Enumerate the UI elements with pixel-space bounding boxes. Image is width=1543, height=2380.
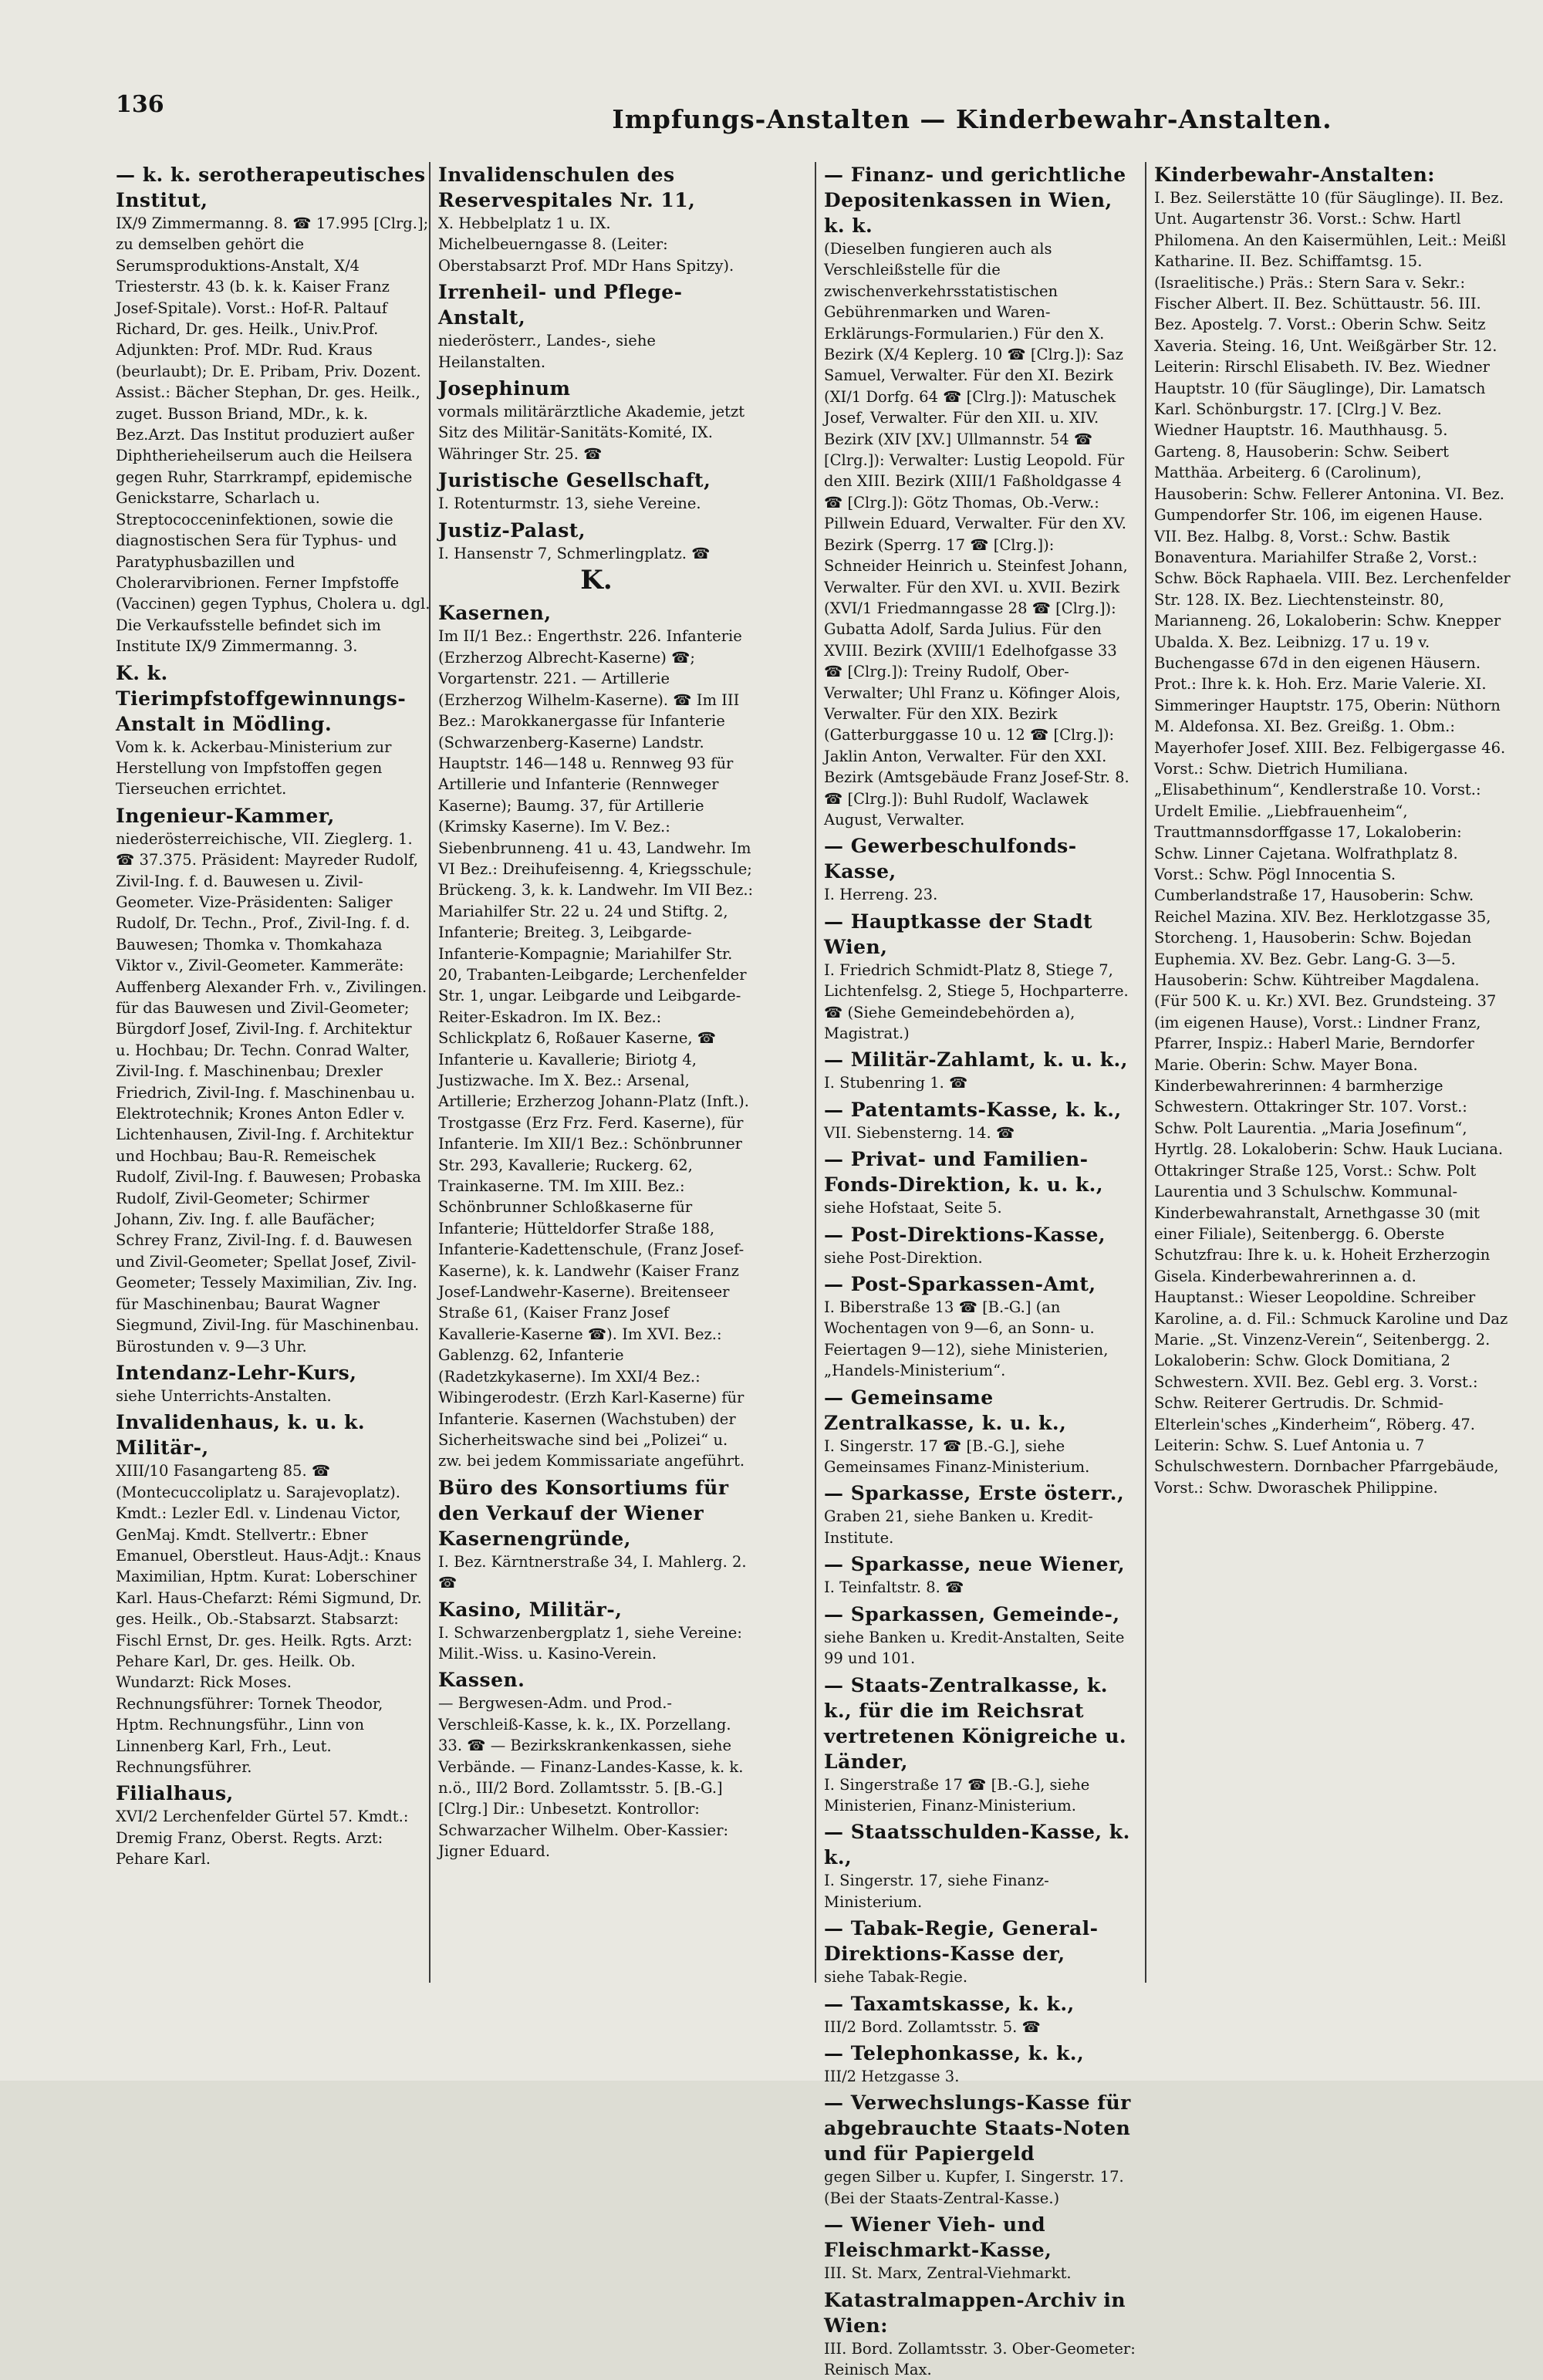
entry-heading: — Hauptkasse der Stadt Wien, — [824, 910, 1093, 958]
directory-entry — [116, 660, 430, 800]
entry-text: siehe Post-Direktion. — [824, 1248, 983, 1267]
section-letter: K. — [580, 565, 613, 596]
entry-text: X. Hebbelplatz 1 u. IX. Michelbeuerngasse 8. (Leiter: Oberstabsarzt Prof. MDr Hans Spitzy). — [438, 214, 734, 275]
directory-entry — [824, 1146, 1136, 1218]
entry-text: I. Rotenturmstr. 13, siehe Vereine. — [438, 495, 701, 513]
running-head: Impfungs-Anstalten — Kinderbewahr-Anstalten. — [612, 104, 1332, 134]
entry-text: IX/9 Zimmermanng. 8. ☎ 17.995 [Clrg.]; zu demselben gehört die Serumsproduktions-Anstalt, X/4 Triesterstr. 43 (b. k. k. Kaiser Franz Josef-Spitale). Vorst.: Hof-R. Paltauf Richard, Dr. ges. Heilk., Univ.Prof. Adjunkten: Prof. MDr. Rud. Kraus (beurlaubt); Dr. E. Pribam, Priv. Dozent. Assist.: Bächer Stephan, Dr. ges. Heilk., zuget. Busson Briand, MDr., k. k. Bez.Arzt. Das Institut produziert außer Diphtherieheilserum auch die Heilsera gegen Ruhr, Starrkrampf, epidemische Genickstarre, Scharlach u. Streptococceninfektionen, sowie die diagnostischen Sera für Typhus- und Paratyphusbazillen und Cholerarvibrionen. Ferner Impfstoffe (Vaccinen) gegen Typhus, Cholera u. dgl. Die Verkaufsstelle befindet sich im Institute IX/9 Zimmermanng. 3. — [116, 214, 430, 656]
entry-text: I. Teinfaltstr. 8. ☎ — [824, 1578, 964, 1597]
entry-text: I. Herreng. 23. — [824, 886, 938, 904]
entry-text: I. Singerstr. 17, siehe Finanz-Ministerium. — [824, 1872, 1049, 1911]
directory-entry — [824, 1480, 1136, 1548]
directory-entry — [438, 1475, 755, 1594]
entry-heading: Kassen. — [438, 1669, 525, 1692]
entry-heading: — Gemeinsame Zentralkasse, k. u. k., — [824, 1386, 1067, 1434]
entry-heading: Invalidenschulen des Reservespitales Nr. 11, — [438, 164, 696, 211]
column-3 — [824, 162, 1136, 2378]
directory-entry — [116, 162, 430, 657]
entry-heading: — Post-Sparkassen-Amt, — [824, 1273, 1096, 1296]
entry-text: siehe Hofstaat, Seite 5. — [824, 1199, 1002, 1217]
entry-heading: — Post-Direktions-Kasse, — [824, 1223, 1106, 1246]
directory-entry — [824, 2041, 1136, 2087]
directory-entry — [438, 518, 755, 564]
directory-entry — [824, 1916, 1136, 1987]
entry-heading: — Verwechslungs-Kasse für abgebrauchte Staats-Noten und für Papiergeld — [824, 2091, 1131, 2166]
entry-heading: — Finanz- und gerichtliche Depositenkassen in Wien, k. k. — [824, 164, 1126, 237]
directory-entry — [438, 600, 755, 1471]
entry-heading: Irrenheil- und Pflege-Anstalt, — [438, 281, 683, 329]
entry-text: niederösterreichische, VII. Zieglerg. 1. ☎ 37.375. Präsident: Mayreder Rudolf, Zivil-Ing. f. d. Bauwesen u. Zivil-Geometer. Vize-Präsidenten: Saliger Rudolf, Dr. Techn., Prof., Zivil-Ing. f. d. Bauwesen; Thomka v. Thomkahaza Viktor v., Zivil-Geometer. Kammeräte: Auffenberg Alexander Frh. v., Zivilingen. für das Bauwesen und Zivil-Geometer; Bürgdorf Josef, Zivil-Ing. f. Architektur u. Hochbau; Dr. Techn. Conrad Walter, Zivil-Ing. f. Maschinenbau; Drexler Friedrich, Zivil-Ing. f. Maschinenbau u. Elektrotechnik; Krones Anton Edler v. Lichtenhausen, Zivil-Ing. f. Architektur und Hochbau; Bau-R. Remeischek Rudolf, Zivil-Ing. f. Bauwesen; Probaska Rudolf, Zivil-Geometer; Schirmer Johann, Ziv. Ing. f. alle Baufächer; Schrey Franz, Zivil-Ing. f. d. Bauwesen und Zivil-Geometer; Spellat Josef, Zivil-Geometer; Tessely Maximilian, Ziv. Ing. für Maschinenbau; Baurat Wagner Siegmund, Zivil-Ing. für Maschinenbau. Bürostunden v. 9—3 Uhr. — [116, 829, 427, 1355]
entry-text: XIII/10 Fasangarteng 85. ☎ (Montecuccoliplatz u. Sarajevoplatz). Kmdt.: Lezler Edl. v. Lindenau Victor, GenMaj. Kmdt. Stellvertr.: Ebner Emanuel, Oberstleut. Haus-Adjt.: Knaus Maximilian, Hptm. Kurat: Loberschiner Karl. Haus-Chefarzt: Rémi Sigmund, Dr. ges. Heilk., Ob.-Stabsarzt. Stabsarzt: Fischl Ernst, Dr. ges. Heilk. Rgts. Arzt: Pehare Karl, Dr. ges. Heilk. Ob. Wundarzt: Rick Moses. Rechnungsführer: Tornek Theodor, Hptm. Rechnungsführ., Linn von Linnenberg Karl, Frh., Leut. Rechnungsführer. — [116, 1462, 422, 1776]
column-rule — [1145, 162, 1146, 1983]
entry-heading: Ingenieur-Kammer, — [116, 804, 335, 827]
entry-text: Vom k. k. Ackerbau-Ministerium zur Herstellung von Impfstoffen gegen Tierseuchen errichtet. — [116, 738, 392, 798]
entry-heading: — Gewerbeschulfonds-Kasse, — [824, 835, 1077, 883]
entry-text: siehe Banken u. Kredit-Anstalten, Seite 99 und 101. — [824, 1628, 1125, 1668]
directory-entry — [438, 1667, 755, 1862]
directory-entry — [116, 1781, 430, 1869]
entry-text: I. Biberstraße 13 ☎ [B.-G.] (an Wochentagen von 9—6, an Sonn- u. Feiertagen 9—12), siehe Ministerien, „Handels-Ministerium“. — [824, 1298, 1109, 1380]
directory-entry — [824, 1047, 1136, 1093]
entry-heading: — k. k. serotherapeutisches Institut, — [116, 164, 426, 211]
entry-text: niederösterr., Landes-, siehe Heilanstalten. — [438, 332, 656, 371]
entry-text: III. St. Marx, Zentral-Viehmarkt. — [824, 2264, 1072, 2283]
entry-heading: K. k. Tierimpfstoffgewinnungs-Anstalt in Mödling. — [116, 661, 407, 735]
entry-heading: Kasernen, — [438, 602, 552, 625]
entry-text: VII. Siebensterng. 14. ☎ — [824, 1123, 1015, 1142]
entry-heading: — Wiener Vieh- und Fleischmarkt-Kasse, — [824, 2213, 1052, 2262]
entry-text: Im II/1 Bez.: Engerthstr. 226. Infanterie (Erzherzog Albrecht-Kaserne) ☎; Vorgartenstr. 221. — Artillerie (Erzherzog Wilhelm-Kaserne). ☎ Im III Bez.: Marokkanergasse für Infanterie (Schwarzenberg-Kaserne) Landstr. Hauptstr. 146—148 u. Rennweg 93 für Artillerie und Infanterie (Rennweger Kaserne); Baumg. 37, für Artillerie (Krimsky Kaserne). Im V. Bez.: Siebenbrunneng. 41 u. 43, Landwehr. Im VI Bez.: Dreihufeisenng. 4, Kriegsschule; Brückeng. 3, k. k. Landwehr. Im VII Bez.: Mariahilfer Str. 22 u. 24 und Stiftg. 2, Infanterie; Breiteg. 3, Leibgarde-Infanterie-Kompagnie; Mariahilfer Str. 20, Trabanten-Leibgarde; Lerchenfelder Str. 1, ungar. Leibgarde und Leibgarde-Reiter-Eskadron. Im IX. Bez.: Schlickplatz 6, Roßauer Kaserne, ☎ Infanterie u. Kavallerie; Biriotg 4, Justizwache. Im X. Bez.: Arsenal, Artillerie; Erzherzog Johann-Platz (Inft.). Trostgasse (Erz Frz. Ferd. Kaserne), für Infanterie. Im XII/1 Bez.: Schönbrunner Str. 293, Kavallerie; Ruckerg. 62, Trainkaserne. TM. Im XIII. Bez.: Schönbrunner Schloßkaserne für Infanterie; Hütteldorfer Straße 188, Infanterie-Kadettenschule, (Franz Josef-Kaserne), k. k. Landwehr (Kaiser Franz Josef-Landwehr-Kaserne). Breitenseer Straße 61, (Kaiser Franz Josef Kavallerie-Kaserne ☎). Im XVI. Bez.: Gablenzg. 62, Infanterie (Radetzkykaserne). Im XXI/4 Bez.: Wibingerodestr. (Erzh Karl-Kaserne) für Infanterie. Kasernen (Wachstuben) der Sicherheitswache sind bei „Polizei“ u. zw. bei jedem Kommissariate angeführt. — [438, 627, 754, 1470]
directory-entry — [824, 2212, 1136, 2284]
directory-entry — [438, 279, 755, 373]
directory-entry — [824, 1602, 1136, 1669]
directory-entry — [824, 2090, 1136, 2209]
entry-text: I. Schwarzenbergplatz 1, siehe Vereine: Milit.-Wiss. u. Kasino-Verein. — [438, 1623, 742, 1663]
directory-entry — [116, 803, 430, 1357]
entry-heading: Kinderbewahr-Anstalten: — [1154, 164, 1436, 186]
entry-heading: Josephinum — [438, 377, 571, 400]
entry-text: I. Friedrich Schmidt-Platz 8, Stiege 7, Lichtenfelsg. 2, Stiege 5, Hochparterre. ☎ (Siehe Gemeindebehörden a), Magistrat.) — [824, 960, 1129, 1042]
entry-heading: — Sparkasse, neue Wiener, — [824, 1553, 1126, 1576]
entry-text: Graben 21, siehe Banken u. Kredit-Institute. — [824, 1507, 1093, 1547]
directory-entry — [824, 162, 1136, 830]
column-2 — [438, 162, 755, 2029]
entry-heading: Intendanz-Lehr-Kurs, — [116, 1361, 357, 1384]
entry-heading: — Sparkassen, Gemeinde-, — [824, 1602, 1120, 1625]
entry-heading: — Sparkasse, Erste österr., — [824, 1482, 1125, 1505]
entry-heading: Filialhaus, — [116, 1782, 234, 1805]
entry-text: gegen Silber u. Kupfer, I. Singerstr. 17. (Bei der Staats-Zentral-Kasse.) — [824, 2168, 1124, 2207]
entry-heading: — Telephonkasse, k. k., — [824, 2041, 1085, 2064]
directory-entry — [824, 1551, 1136, 1598]
directory-entry — [824, 1991, 1136, 2037]
directory-entry — [438, 1597, 755, 1665]
directory-entry — [116, 1360, 430, 1406]
directory-entry — [438, 468, 755, 514]
entry-text: I. Stubenring 1. ☎ — [824, 1074, 968, 1092]
entry-heading: Kasino, Militär-, — [438, 1598, 623, 1621]
entry-text: III. Bord. Zollamtsstr. 3. Ober-Geometer: Reinisch Max. — [824, 2339, 1136, 2378]
entry-text: III/2 Hetzgasse 3. — [824, 2067, 960, 2085]
entry-text: (Dieselben fungieren auch als Verschleißstelle für die zwischenverkehrsstatistischen Gebührenmarken und Waren-Erklärungs-Formularien.) Für den X. Bezirk (X/4 Keplerg. 10 ☎ [Clrg.]): Saz Samuel, Verwalter. Für den XI. Bezirk (XI/1 Dorfg. 64 ☎ [Clrg.]): Matuschek Josef, Verwalter. Für den XII. u. XIV. Bezirk (XIV [XV.] Ullmannstr. 54 ☎ [Clrg.]): Verwalter: Lustig Leopold. Für den XIII. Bezirk (XIII/1 Faßholdgasse 4 ☎ [Clrg.]): Götz Thomas, Ob.-Verw.: Pillwein Eduard, Verwalter. Für den XV. Bezirk (Sperrg. 17 ☎ [Clrg.]): Schneider Heinrich u. Steinfest Johann, Verwalter. Für den XVI. u. XVII. Bezirk (XVI/1 Friedmanngasse 28 ☎ [Clrg.]): Gubatta Adolf, Sarda Julius. Für den XVIII. Bezirk (XVIII/1 Edelhofgasse 33 ☎ [Clrg.]): Treiny Rudolf, Ober-Verwalter; Uhl Franz u. Köfinger Alois, Verwalter. Für den XIX. Bezirk (Gatterburggasse 10 u. 12 ☎ [Clrg.]): Jaklin Anton, Verwalter. Für den XXI. Bezirk (Amtsgebäude Franz Josef-Str. 8. ☎ [Clrg.]): Buhl Rudolf, Waclawek August, Verwalter. — [824, 240, 1129, 829]
page-number: 136 — [116, 91, 164, 118]
column-4 — [1154, 162, 1511, 2029]
column-1 — [116, 162, 430, 2029]
directory-entry — [824, 2287, 1136, 2380]
directory-entry — [824, 1673, 1136, 1817]
entry-heading: Invalidenhaus, k. u. k. Militär-, — [116, 1411, 366, 1460]
directory-entry — [438, 162, 755, 276]
entry-heading: Juristische Gesellschaft, — [438, 469, 711, 492]
directory-entry — [824, 1271, 1136, 1382]
entry-text: XVI/2 Lerchenfelder Gürtel 57. Kmdt.: Dremig Franz, Oberst. Regts. Arzt: Pehare Karl. — [116, 1808, 409, 1869]
entry-text: vormals militärärztliche Akademie, jetzt Sitz des Militär-Sanitäts-Komité, IX. Währinger Str. 25. ☎ — [438, 403, 745, 463]
directory-entry — [438, 376, 755, 464]
entry-heading: — Staats-Zentralkasse, k. k., für die im Reichsrat vertretenen Königreiche u. Länder, — [824, 1673, 1127, 1773]
directory-entry — [824, 1222, 1136, 1268]
directory-entry — [824, 1819, 1136, 1912]
directory-entry — [1154, 162, 1511, 1498]
entry-heading: Katastralmappen-Archiv in Wien: — [824, 2288, 1126, 2337]
entry-text: I. Singerstraße 17 ☎ [B.-G.], siehe Ministerien, Finanz-Ministerium. — [824, 1775, 1090, 1815]
column-rule — [815, 162, 816, 1983]
directory-entry — [824, 1097, 1136, 1143]
entry-heading: Büro des Konsortiums für den Verkauf der Wiener Kasernengründe, — [438, 1476, 729, 1550]
entry-heading: — Taxamtskasse, k. k., — [824, 1992, 1075, 2015]
entry-text: I. Hansenstr 7, Schmerlingplatz. ☎ — [438, 544, 711, 562]
entry-text: — Bergwesen-Adm. und Prod.-Verschleiß-Kasse, k. k., IX. Porzellang. 33. ☎ — Bezirkskrankenkassen, siehe Verbände. — Finanz-Landes-Kasse, k. k. n.ö., III/2 Bord. Zollamtsstr. 5. [B.-G.] [Clrg.] Dir.: Unbesetzt. Kontrollor: Schwarzacher Wilhelm. Ober-Kassier: Jigner Eduard. — [438, 1694, 744, 1861]
entry-heading: — Patentamts-Kasse, k. k., — [824, 1098, 1122, 1121]
entry-heading: — Tabak-Regie, General-Direktions-Kasse der, — [824, 1917, 1099, 1966]
entry-text: I. Singerstr. 17 ☎ [B.-G.], siehe Gemeinsames Finanz-Ministerium. — [824, 1436, 1090, 1477]
entry-text: I. Bez. Seilerstätte 10 (für Säuglinge). II. Bez. Unt. Augartenstr 36. Vorst.: Schw. Hartl Philomena. An den Kaisermühlen, Leit.: Meißl Katharine. II. Bez. Schiffamtsg. 15. (Israelitische.) Präs.: Stern Sara v. Sekr.: Fischer Albert. II. Bez. Schüttaustr. 56. III. Bez. Apostelg. 7. Vorst.: Oberin Schw. Seitz Xaveria. Steing. 16, Unt. Weißgärber Str. 12. Leiterin: Rirschl Elisabeth. IV. Bez. Wiedner Hauptstr. 10 (für Säuglinge), Dir. Lamatsch Karl. Schönburgstr. 17. [Clrg.] V. Bez. Wiedner Hauptstr. 16. Mauthhausg. 5. Garteng. 8, Hausoberin: Schw. Seibert Matthäa. Arbeiterg. 6 (Carolinum), Hausoberin: Schw. Fellerer Antonina. VI. Bez. Gumpendorfer Str. 106, im eigenen Hause. VII. Bez. Halbg. 8, Vorst.: Schw. Bastik Bonaventura. Mariahilfer Straße 2, Vorst.: Schw. Böck Raphaela. VIII. Bez. Lerchenfelder Str. 128. IX. Bez. Liechtensteinstr. 80, Marianneng. 26, Lokaloberin: Schw. Knepper Ubalda. X. Bez. Leibnizg. 17 u. 19 v. Buchengasse 67d in den eigenen Häusern. Prot.: Ihre k. k. Hoh. Erz. Marie Valerie. XI. Simmeringer Hauptstr. 175, Oberin: Nüthorn M. Aldefonsa. XI. Bez. Greißg. 1. Obm.: Mayerhofer Josef. XIII. Bez. Felbigergasse 46. Vorst.: Schw. Dietrich Humiliana. „Elisabethinum“, Kendlerstraße 10. Vorst.: Urdelt Emilie. „Liebfrauenheim“, Trauttmannsdorffgasse 17, Lokaloberin: Schw. Linner Cajetana. Wolfrathplatz 8. Vorst.: Schw. Pögl Innocentia S. Cumberlandstraße 17, Hausoberin: Schw. Reichel Mazina. XIV. Bez. Herklotzgasse 35, Storcheng. 1, Hausoberin: Schw. Bojedan Euphemia. XV. Bez. Gebr. Lang-G. 3—5. Hausoberin: Schw. Kühtreiber Magdalena. (Für 500 K. u. Kr.) XVI. Bez. Grundsteing. 37 (im eigenen Hause), Vorst.: Lindner Franz, Pfarrer, Inspiz.: Haberl Marie, Berndorfer Marie. Oberin: Schw. Mayer Bona. Kinderbewahrerinnen: 4 barmherzige Schwestern. Ottakringer Str. 107. Vorst.: Schw. Polt Laurentia. „Maria Josefinum“, Hyrtlg. 28. Lokaloberin: Schw. Hauk Luciana. Ottakringer Straße 125, Vorst.: Schw. Polt Laurentia und 3 Schulschw. Kommunal-Kinderbewahranstalt, Arnethgasse 30 (mit einer Filiale), Seitenbergg. 6. Oberste Schutzfrau: Ihre k. u. k. Hoheit Erzherzogin Gisela. Kinderbewahrerinnen a. d. Hauptanst.: Wieser Leopoldine. Schreiber Karoline, a. d. Fil.: Schmuck Karoline und Daz Marie. „St. Vinzenz-Verein“, Seitenbergg. 2. Lokaloberin: Schw. Glock Domitiana, 2 Schwestern. XVII. Bez. Gebl erg. 3. Vorst.: Schw. Reiterer Gertrudis. Dr. Schmid-Elterlein'sches „Kinderheim“, Röberg. 47. Leiterin: Schw. S. Luef Antonia u. 7 Schulschwestern. Dornbacher Pfarrgebäude, Vorst.: Schw. Dworaschek Philippine. — [1154, 189, 1511, 1497]
directory-entry — [824, 1385, 1136, 1478]
directory-entry — [824, 909, 1136, 1045]
entry-text: siehe Unterrichts-Anstalten. — [116, 1386, 332, 1405]
directory-entry — [116, 1409, 430, 1777]
entry-text: I. Bez. Kärntnerstraße 34, I. Mahlerg. 2. ☎ — [438, 1552, 747, 1592]
entry-heading: — Staatsschulden-Kasse, k. k., — [824, 1821, 1130, 1869]
entry-heading: — Privat- und Familien-Fonds-Direktion, k. u. k., — [824, 1148, 1104, 1197]
entry-heading: Justiz-Palast, — [438, 518, 586, 542]
directory-entry — [824, 833, 1136, 905]
entry-heading: — Militär-Zahlamt, k. u. k., — [824, 1048, 1128, 1072]
entry-text: siehe Tabak-Regie. — [824, 1968, 968, 1987]
entry-text: III/2 Bord. Zollamtsstr. 5. ☎ — [824, 2017, 1041, 2036]
